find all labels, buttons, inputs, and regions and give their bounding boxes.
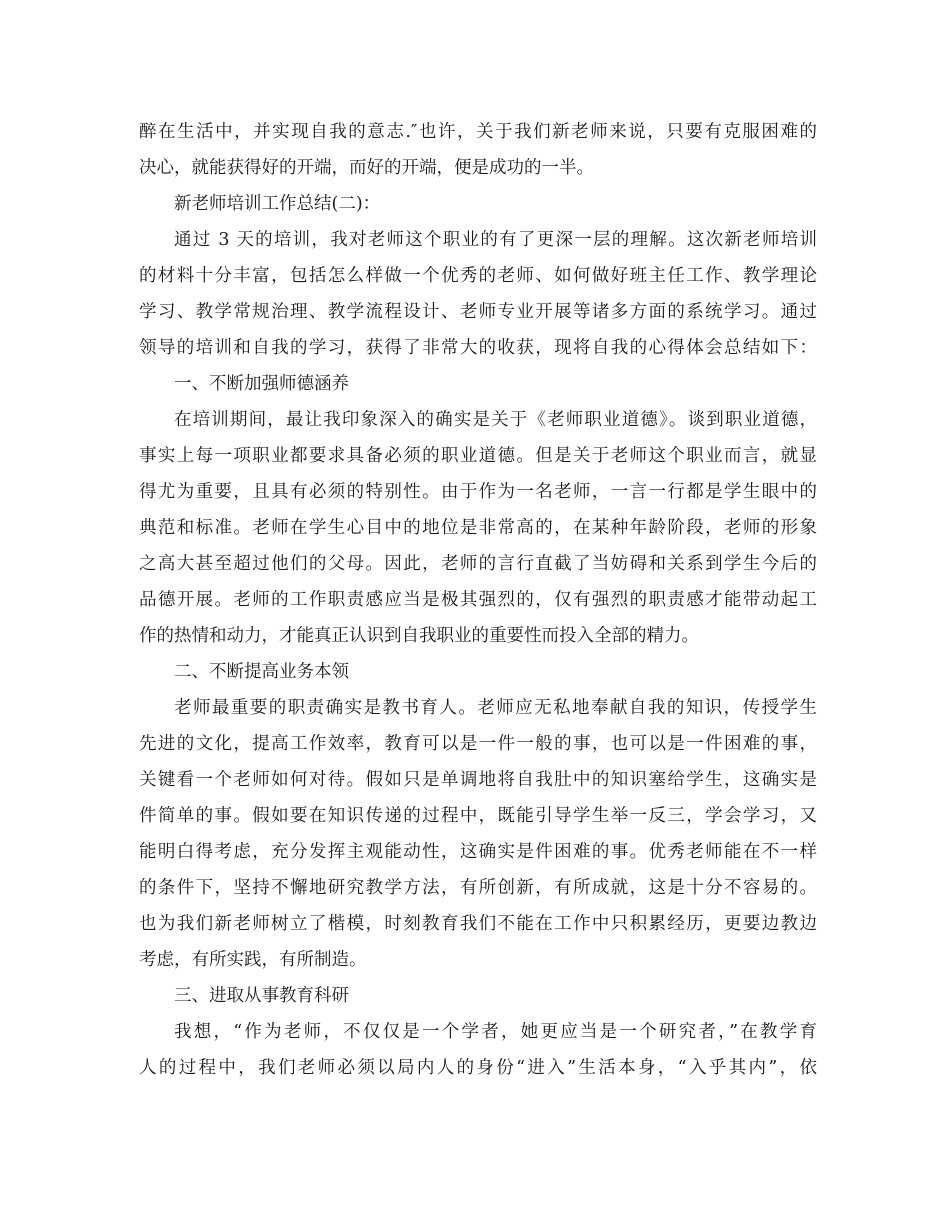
text-line: 通过 3 天的培训，我对老师这个职业的有了更深一层的理解。这次新老师培训 bbox=[174, 230, 817, 250]
text-line: 在培训期间，最让我印象深入的确实是关于《老师职业道德》。谈到职业道德， bbox=[174, 410, 817, 430]
section-heading: 三、进取从事教育科研 bbox=[174, 986, 349, 1006]
text-line: 关键看一个老师如何对待。假如只是单调地将自我肚中的知识塞给学生，这确实是 bbox=[139, 770, 817, 790]
text-line: 能明白得考虑，充分发挥主观能动性，这确实是件困难的事。优秀老师能在不一样 bbox=[139, 842, 817, 862]
section-heading: 二、不断提高业务本领 bbox=[174, 662, 349, 682]
text-line: 老师最重要的职责确实是教书育人。老师应无私地奉献自我的知识，传授学生 bbox=[174, 698, 817, 718]
text-line: 学习、教学常规治理、教学流程设计、老师专业开展等诸多方面的系统学习。通过 bbox=[139, 302, 817, 322]
text-line: 的条件下，坚持不懈地研究教学方法，有所创新，有所成就，这是十分不容易的。 bbox=[139, 878, 817, 898]
section-heading: 新老师培训工作总结(二)： bbox=[174, 194, 381, 214]
text-line: 典范和标准。老师在学生心目中的地位是非常高的，在某种年龄阶段，老师的形象 bbox=[139, 518, 817, 538]
text-line: 之高大甚至超过他们的父母。因此，老师的言行直截了当妨碍和关系到学生今后的 bbox=[139, 554, 817, 574]
text-line: 事实上每一项职业都要求具备必须的职业道德。但是关于老师这个职业而言，就显 bbox=[139, 446, 817, 466]
document-body bbox=[139, 114, 817, 1086]
text-line: 也为我们新老师树立了楷模，时刻教育我们不能在工作中只积累经历，更要边教边 bbox=[139, 914, 817, 934]
text-line: 决心，就能获得好的开端，而好的开端，便是成功的一半。 bbox=[139, 158, 594, 178]
text-line: 人的过程中，我们老师必须以局内人的身份“进入”生活本身，“入乎其内”，依 bbox=[139, 1058, 817, 1078]
text-line: 的材料十分丰富，包括怎么样做一个优秀的老师、如何做好班主任工作、教学理论 bbox=[139, 266, 817, 286]
text-line: 我想，“作为老师，不仅仅是一个学者，她更应当是一个研究者，”在教学育 bbox=[174, 1022, 817, 1042]
text-line: 品德开展。老师的工作职责感应当是极其强烈的，仅有强烈的职责感才能带动起工 bbox=[139, 590, 817, 610]
text-line: 得尤为重要，且具有必须的特别性。由于作为一名老师，一言一行都是学生眼中的 bbox=[139, 482, 817, 502]
section-heading: 一、不断加强师德涵养 bbox=[174, 374, 349, 394]
text-line: 作的热情和动力，才能真正认识到自我职业的重要性而投入全部的精力。 bbox=[139, 626, 699, 646]
text-line: 领导的培训和自我的学习，获得了非常大的收获，现将自我的心得体会总结如下： bbox=[139, 338, 817, 358]
text-line: 件简单的事。假如要在知识传递的过程中，既能引导学生举一反三，学会学习，又 bbox=[139, 806, 817, 826]
text-line: 先进的文化，提高工作效率，教育可以是一件一般的事，也可以是一件困难的事， bbox=[139, 734, 817, 754]
text-line: 醉在生活中，并实现自我的意志.″也许，关于我们新老师来说，只要有克服困难的 bbox=[139, 122, 817, 142]
text-line: 考虑，有所实践，有所制造。 bbox=[139, 950, 367, 970]
